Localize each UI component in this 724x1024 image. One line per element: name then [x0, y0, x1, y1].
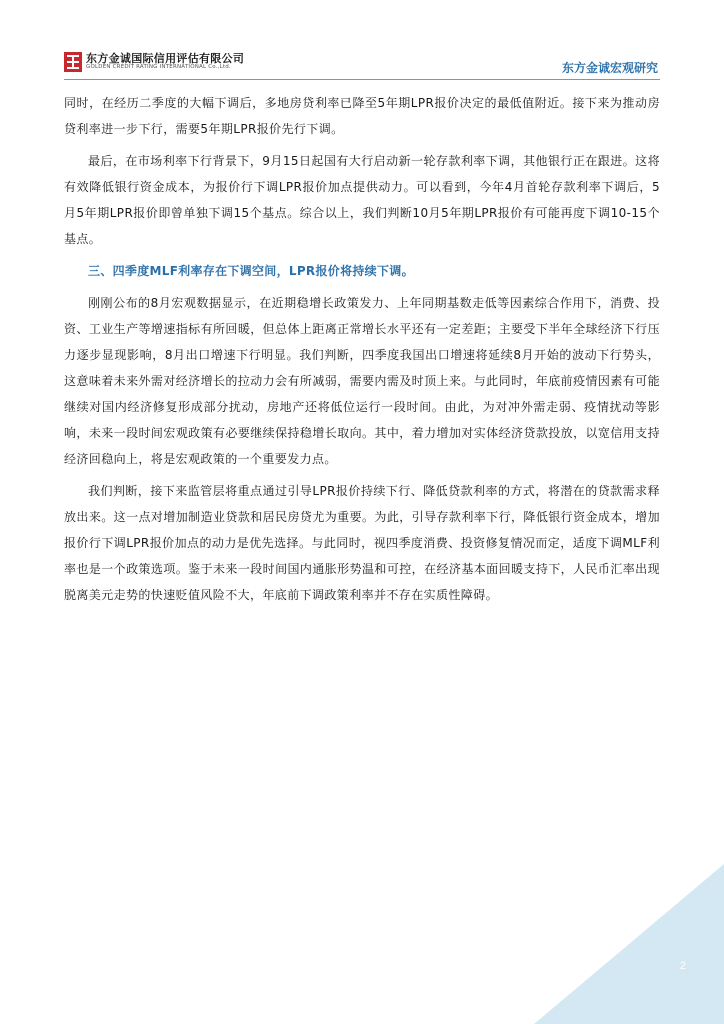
company-logo	[64, 50, 264, 76]
corner-decoration	[534, 864, 724, 1024]
logo-company-name: 东方金诚国际信用评估有限公司	[86, 52, 245, 65]
paragraph: 我们判断，接下来监管层将重点通过引导LPR报价持续下行、降低贷款利率的方式，将潜在的贷款需求释放出来。这一点对增加制造业贷款和居民房贷尤为重要。为此，引导存款利率下行，降低银行资金成本，增加报价行下调LPR报价加点的动力是优先选择。与此同时，视四季度消费、投资修复情况而定，适度下调MLF利率也是一个政策选项。鉴于未来一段时间国内通胀形势温和可控，在经济基本面回暖支持下，人民币汇率出现脱离美元走势的快速贬值风险不大，年底前下调政策利率并不存在实质性障碍。	[64, 484, 660, 602]
logo-company-name-en: GOLDEN CREDIT RATING INTERNATIONAL Co.,Ltd.	[86, 64, 231, 70]
header-divider	[64, 79, 660, 80]
paragraph: 同时，在经历二季度的大幅下调后，多地房贷利率已降至5年期LPR报价决定的最低值附近。接下来为推动房贷利率进一步下行，需要5年期LPR报价先行下调。	[64, 96, 660, 136]
page-number: 2	[679, 960, 686, 972]
section-heading: 三、四季度MLF利率存在下调空间，LPR报价将持续下调。	[88, 264, 414, 278]
logo-emblem-icon	[64, 52, 82, 72]
report-series-title: 东方金诚宏观研究	[561, 61, 658, 75]
main-content	[64, 90, 660, 614]
page-header	[64, 50, 660, 80]
paragraph: 刚刚公布的8月宏观数据显示，在近期稳增长政策发力、上年同期基数走低等因素综合作用下，消费、投资、工业生产等增速指标有所回暖，但总体上距离正常增长水平还有一定差距；主要受下半年全球经济下行压力逐步显现影响，8月出口增速下行明显。我们判断，四季度我国出口增速将延续8月开始的波动下行势头，这意味着未来外需对经济增长的拉动力会有所减弱，需要内需及时顶上来。与此同时，年底前疫情因素有可能继续对国内经济修复形成部分扰动，房地产还将低位运行一段时间。由此，为对冲外需走弱、疫情扰动等影响，未来一段时间宏观政策有必要继续保持稳增长取向。其中，着力增加对实体经济贷款投放，以宽信用支持经济回稳向上，将是宏观政策的一个重要发力点。	[64, 296, 660, 466]
paragraph: 最后，在市场利率下行背景下，9月15日起国有大行启动新一轮存款利率下调，其他银行正在跟进。这将有效降低银行资金成本，为报价行下调LPR报价加点提供动力。可以看到，今年4月首轮存款利率下调后，5月5年期LPR报价即曾单独下调15个基点。综合以上，我们判断10月5年期LPR报价有可能再度下调10-15个基点。	[64, 154, 660, 246]
